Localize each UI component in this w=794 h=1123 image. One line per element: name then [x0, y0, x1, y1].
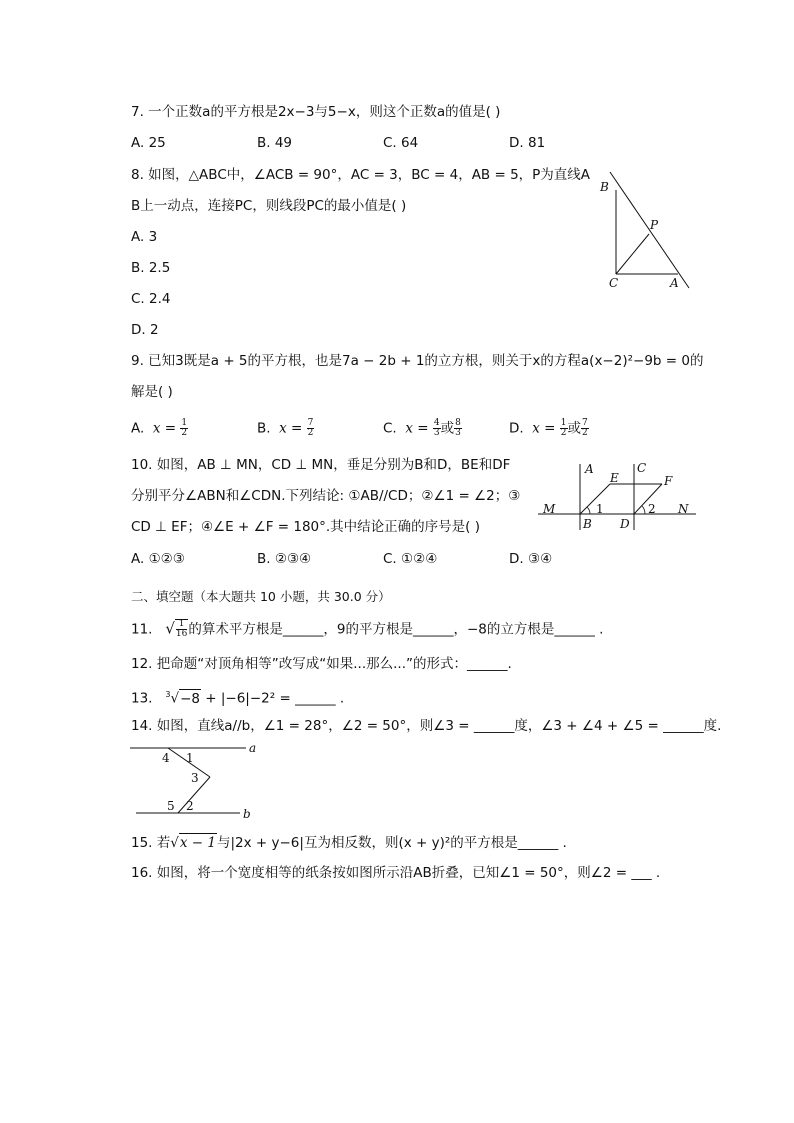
q14-label-5: 5	[167, 799, 175, 813]
q7-option-d: D. 81	[509, 135, 546, 151]
q14-label-4: 4	[162, 751, 170, 765]
q8-option-a: A. 3	[131, 229, 158, 245]
q13-line: 13. $^3$√−8 + |−6|−2² = ______ .	[131, 690, 345, 707]
q14-label-3: 3	[191, 771, 199, 785]
q9-line1: 9. 已知3既是a + 5的平方根，也是7a − 2b + 1的立方根，则关于x的方程a(x−2)²−9b = 0的	[131, 353, 704, 369]
q8-line1: 8. 如图，△ABC中，∠ACB = 90°，AC = 3，BC = 4，AB = 5，P为直线A	[131, 167, 591, 183]
q7-text: 7. 一个正数a的平方根是2x−3与5−x，则这个正数a的值是( )	[131, 104, 501, 120]
q12-line: 12. 把命题“对顶角相等”改写成“如果...那么...”的形式：______.	[131, 656, 512, 672]
q8-option-b: B. 2.5	[131, 260, 171, 276]
q9-line2: 解是( )	[131, 384, 173, 400]
q14-label-1: 1	[186, 751, 194, 765]
q7-option-a: A. 25	[131, 135, 166, 151]
q15-line: 15. 若√x − 1与|2x + y−6|互为相反数，则(x + y)²的平方根是______ .	[131, 835, 567, 851]
q10-label-angle2: 2	[648, 502, 656, 516]
q10-label-f: F	[664, 474, 673, 488]
q14-line: 14. 如图，直线a//b，∠1 = 28°，∠2 = 50°，则∠3 = ______度，∠3 + ∠4 + ∠5 = ______度.	[131, 718, 722, 734]
q14-parallel-figure	[128, 737, 268, 823]
q8-label-a: A	[670, 276, 679, 290]
q8-label-c: C	[609, 276, 619, 290]
q8-label-b: B	[600, 180, 609, 194]
q10-label-e: E	[610, 471, 619, 485]
q10-line1: 10. 如图，AB ⊥ MN，CD ⊥ MN，垂足分别为B和D，BE和DF	[131, 457, 511, 473]
q8-triangle-figure	[594, 168, 704, 293]
q10-line2: 分别平分∠ABN和∠CDN.下列结论: ①AB//CD；②∠1 = ∠2；③	[131, 488, 521, 504]
q9-option-d: D. x = $\frac{1}{2}$ 或 $\frac{7}{2}$	[509, 418, 588, 438]
q8-label-p: P	[650, 218, 659, 232]
q9-option-b: B. x = $\frac{7}{2}$	[257, 418, 314, 438]
q10-option-c: C. ①②④	[383, 551, 438, 567]
q14-label-b: b	[243, 807, 251, 821]
q10-label-d: D	[620, 517, 630, 531]
q10-option-d: D. ③④	[509, 551, 553, 567]
q7-option-c: C. 64	[383, 135, 419, 151]
q8-option-c: C. 2.4	[131, 291, 171, 307]
q10-label-b: B	[583, 517, 592, 531]
q14-label-2: 2	[186, 799, 194, 813]
q9-option-c: C. x = $\frac{4}{3}$ 或 $\frac{8}{3}$	[383, 418, 461, 438]
q8-option-d: D. 2	[131, 322, 159, 338]
q16-line: 16. 如图，将一个宽度相等的纸条按如图所示沿AB折叠，已知∠1 = 50°，则∠2 = ___ .	[131, 865, 661, 881]
section-heading: 二、填空题（本大题共 10 小题，共 30.0 分）	[131, 589, 391, 604]
q10-option-b: B. ②③④	[257, 551, 312, 567]
q10-label-m: M	[543, 502, 556, 516]
q7-option-b: B. 49	[257, 135, 293, 151]
q10-line3: CD ⊥ EF；④∠E + ∠F = 180°.其中结论正确的序号是( )	[131, 519, 480, 535]
q10-parallel-figure	[538, 458, 698, 538]
q10-option-a: A. ①②③	[131, 551, 185, 567]
q10-label-a: A	[585, 462, 594, 476]
q10-label-n: N	[678, 502, 689, 516]
q11-line: 11. √ $\frac{1}{16}$ 的算术平方根是______，9的平方根是______，−8的立方根是______ .	[131, 619, 604, 639]
q14-label-a: a	[249, 741, 257, 755]
q9-option-a: A. x = $\frac{1}{2}$	[131, 418, 188, 438]
q8-line2: B上一动点，连接PC，则线段PC的最小值是( )	[131, 198, 407, 214]
q10-label-c: C	[637, 461, 647, 475]
q10-label-angle1: 1	[596, 502, 604, 516]
